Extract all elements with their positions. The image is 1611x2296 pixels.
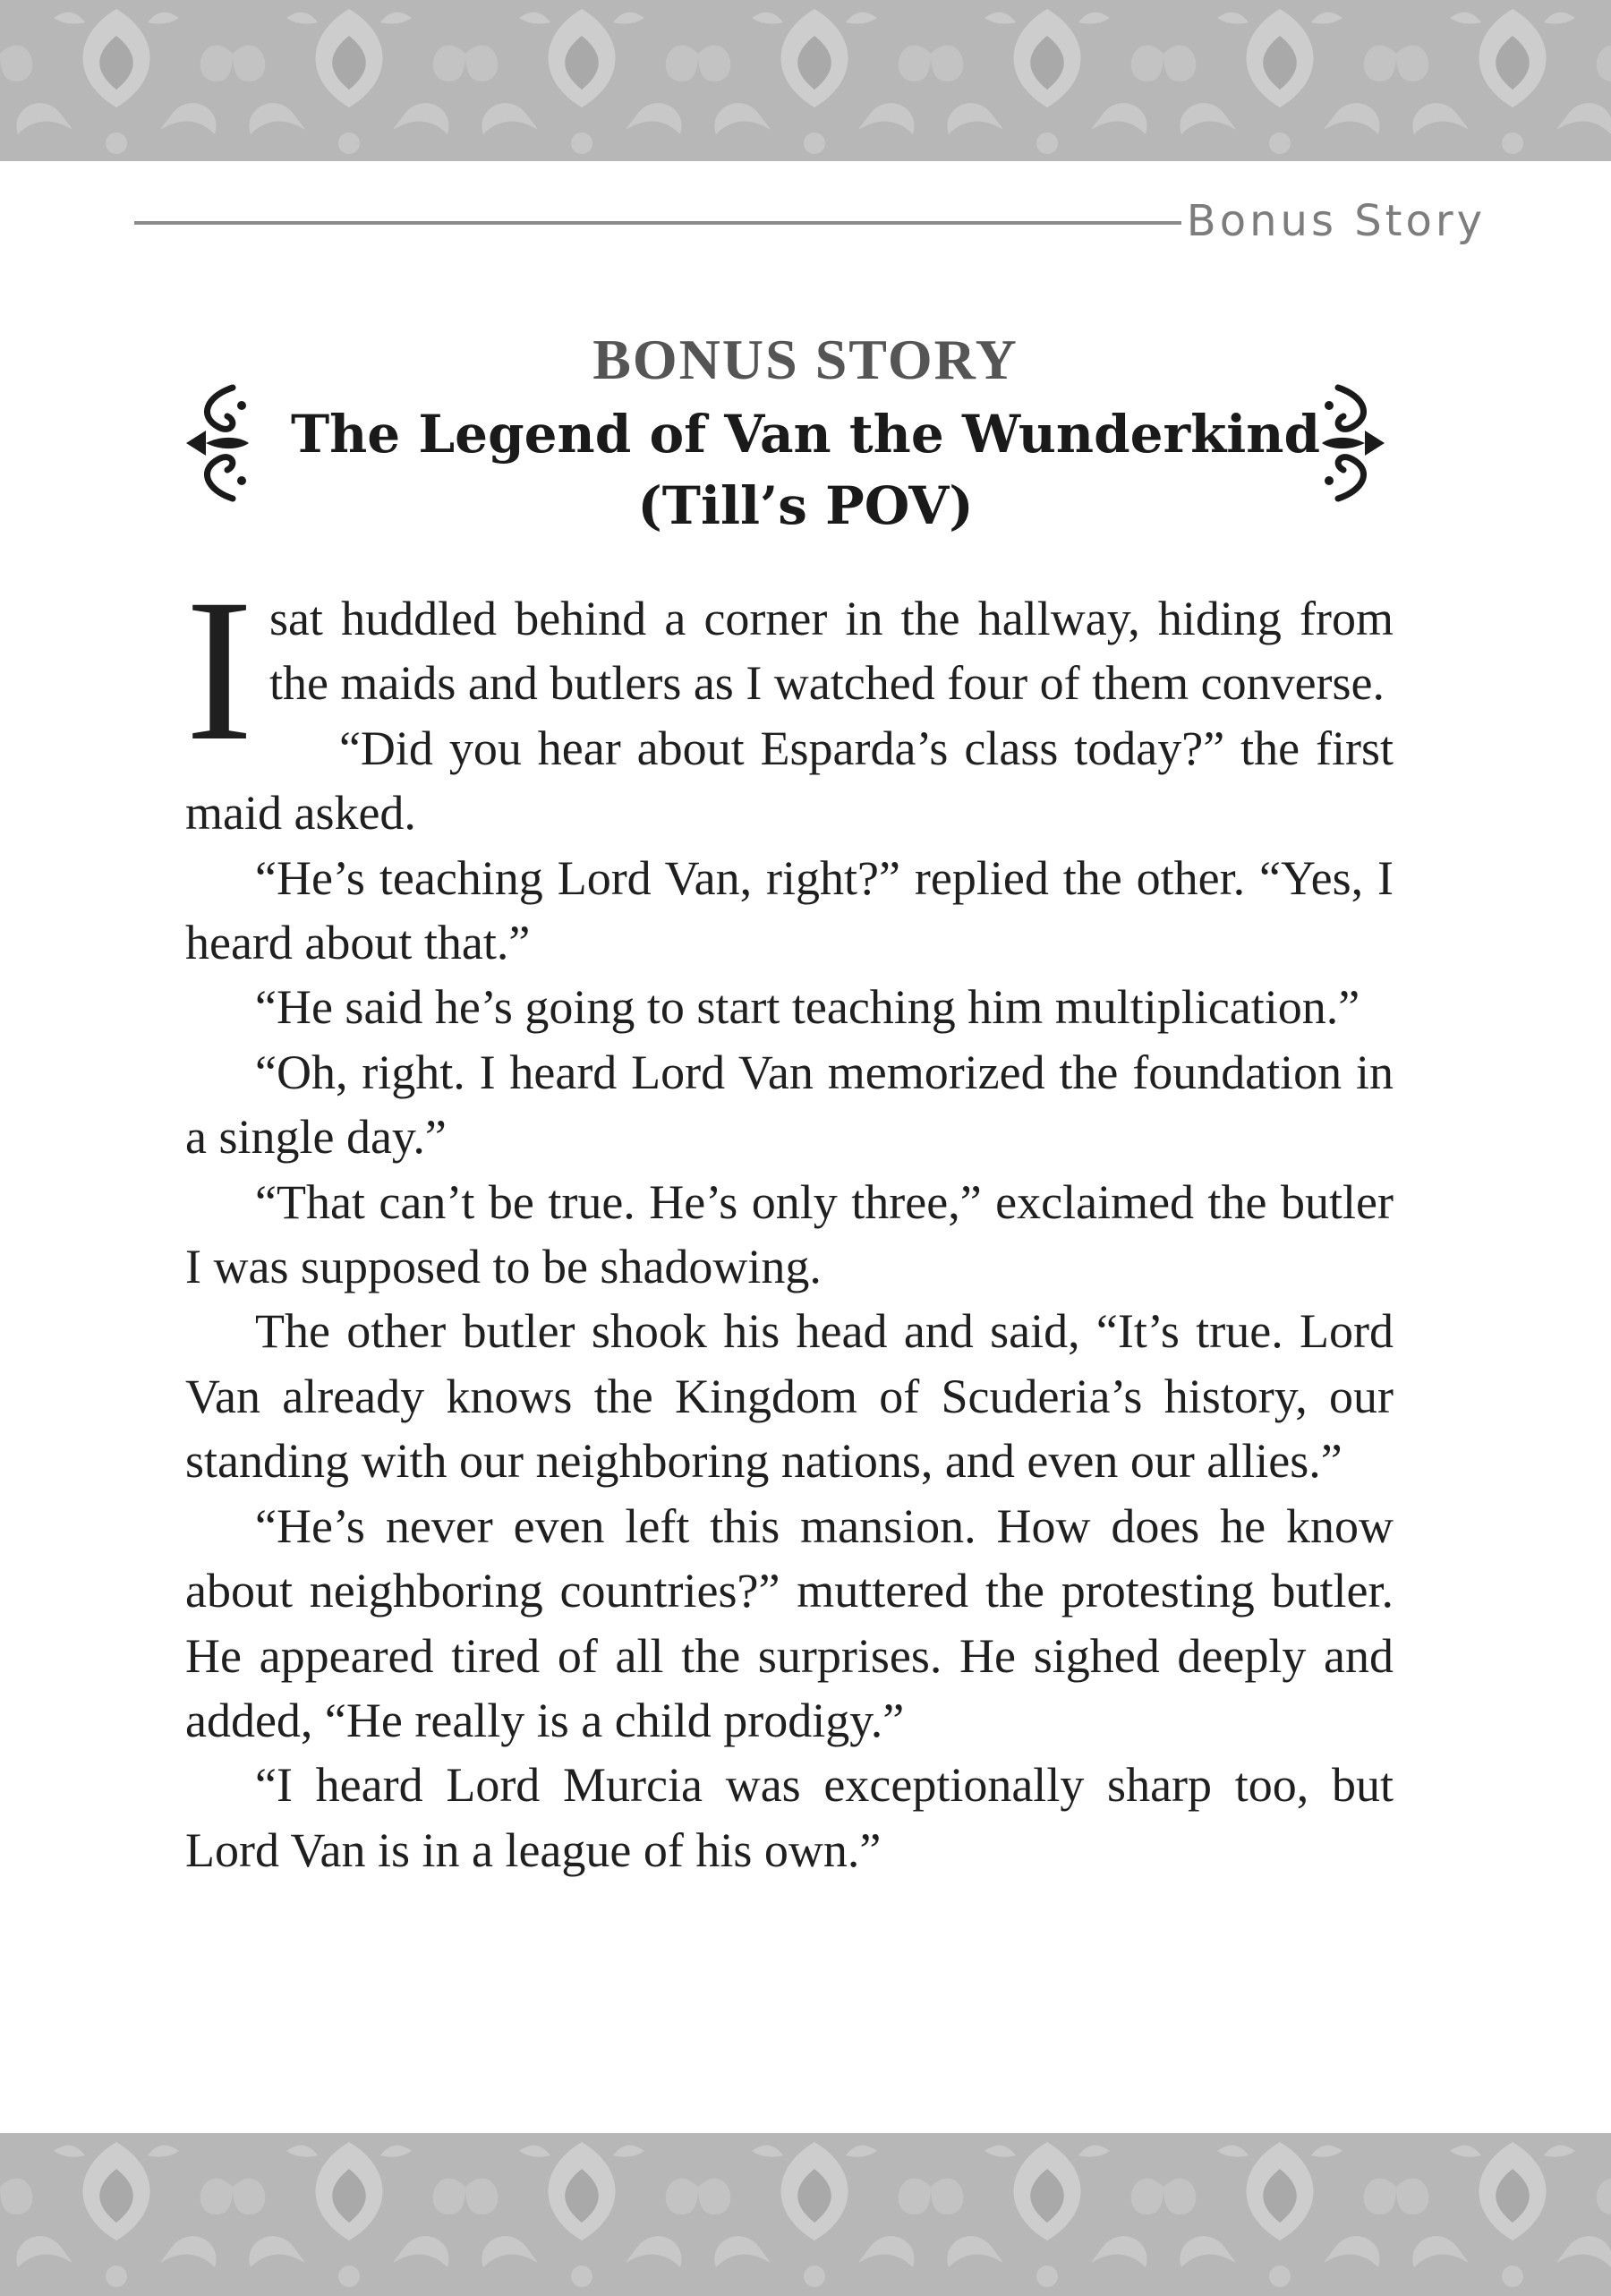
running-header: [134, 192, 1486, 255]
paragraph: “Did you hear about Esparda’s class today?” the first maid asked.: [185, 721, 1394, 841]
chapter-title-line-2: (Till’s POV): [637, 475, 974, 536]
header-rule: [134, 221, 1181, 225]
chapter-label: BONUS STORY: [592, 328, 1019, 391]
paragraph: The other butler shook his head and said, “It’s true. Lord Van already knows the Kingdom of Scuderia’s history, our standing with our neighboring nations, and even our allies.”: [185, 1304, 1394, 1489]
drop-cap: I: [185, 558, 253, 783]
paragraph: “Oh, right. I heard Lord Van memorized the foundation in a single day.”: [185, 1045, 1394, 1165]
damask-pattern: [0, 0, 1611, 161]
paragraph: “I heard Lord Murcia was exceptionally sharp too, but Lord Van is in a league of his own.”: [185, 1758, 1394, 1877]
paragraph: “That can’t be true. He’s only three,” exclaimed the butler I was supposed to be shadowing.: [185, 1174, 1394, 1294]
story-body: [185, 558, 1394, 1882]
paragraph: “He’s teaching Lord Van, right?” replied the other. “Yes, I heard about that.”: [185, 850, 1394, 970]
damask-pattern: [0, 2133, 1611, 2296]
running-head-text: Bonus Story: [1186, 196, 1486, 246]
left-flourish-icon: [179, 380, 260, 506]
chapter-title-line-1: The Legend of Van the Wunderkind: [290, 404, 1321, 465]
paragraph-text: sat huddled behind a corner in the hallway, hiding from the maids and butlers as I watched four of them converse.: [268, 592, 1394, 711]
top-damask-border: [0, 0, 1611, 161]
paragraph: “He’s never even left this mansion. How does he know about neighboring countries?” muttered the protesting butler. He appeared tired of all the surprises. He sighed deeply and added, “He really is a child prodigy.”: [185, 1498, 1394, 1747]
paragraph: “He said he’s going to start teaching him multiplication.”: [255, 980, 1360, 1035]
right-flourish-icon: [1311, 380, 1392, 506]
bottom-damask-border: [0, 2133, 1611, 2296]
